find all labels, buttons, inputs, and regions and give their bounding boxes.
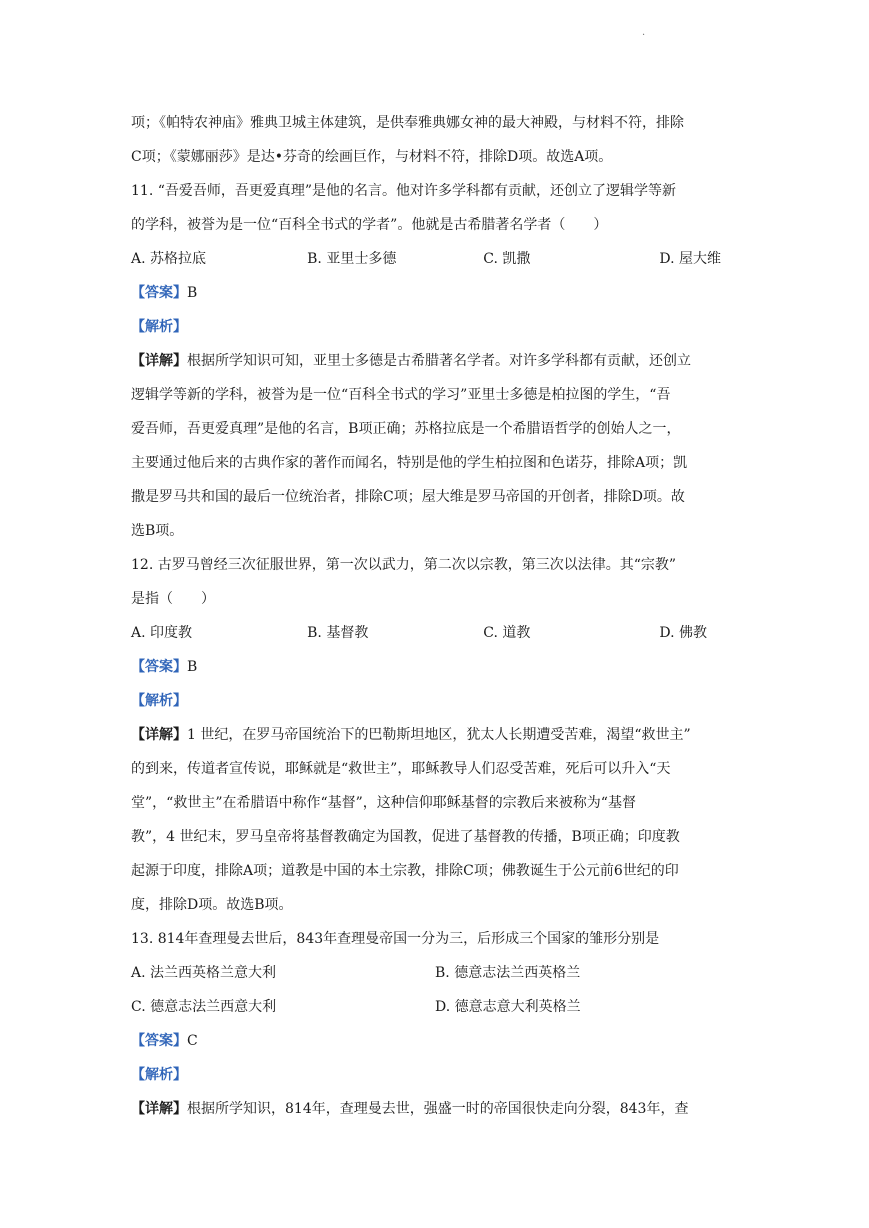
question-stem: 13. 814年查理曼去世后，843年查理曼帝国一分为三，后形成三个国家的雏形分别是 [131,931,660,947]
question-12 [131,548,739,922]
analysis-tag: 【解析】 [131,319,187,335]
option-c: C. 德意志法兰西意大利 [131,999,277,1015]
option-b: B. 基督教 [307,625,369,641]
detail-line: 教”，4 世纪末，罗马皇帝将基督教确定为国教，促进了基督教的传播，B项正确；印度教 [131,829,680,845]
option-d: D. 屋大维 [659,251,722,267]
detail-line: 起源于印度，排除A项；道教是中国的本土宗教，排除C项；佛教诞生于公元前6世纪的印 [131,863,679,879]
analysis-tag: 【解析】 [131,1067,187,1083]
answer-value: B [187,659,198,675]
detail-text: 1 世纪，在罗马帝国统治下的巴勒斯坦地区，犹太人长期遭受苦难，渴望“救世主” [187,727,691,743]
detail-line [131,1092,739,1126]
answer-value: C [187,1033,198,1049]
detail-line: 主要通过他后来的古典作家的著作而闻名，特别是他的学生柏拉图和色诺芬，排除A项；凯 [131,455,688,471]
detail-line: 的到来，传道者宣传说，耶稣就是“救世主”，耶稣教导人们忍受苦难，死后可以升入“天 [131,761,671,777]
option-a: A. 法兰西英格兰意大利 [131,965,277,981]
detail-text: 根据所学知识，814年，查理曼去世，强盛一时的帝国很快走向分裂，843年，查 [187,1101,689,1117]
analysis-line [131,684,739,718]
detail-text: 根据所学知识可知，亚里士多德是古希腊著名学者。对许多学科都有贡献，还创立 [187,353,691,369]
detail-line: 爱吾师，吾更爱真理”是他的名言，B项正确；苏格拉底是一个希腊语哲学的创始人之一， [131,421,681,437]
analysis-line [131,1058,739,1092]
answer-tag: 【答案】 [131,659,187,675]
answer-line [131,650,739,684]
detail-line: 逻辑学等新的学科，被誉为是一位“百科全书式的学习”亚里士多德是柏拉图的学生，“吾 [131,387,671,403]
options-row [131,990,739,1024]
options-row [131,616,739,650]
answer-line [131,1024,739,1058]
option-b: B. 亚里士多德 [307,251,397,267]
answer-tag: 【答案】 [131,285,187,301]
text-line: 项；《帕特农神庙》雅典卫城主体建筑，是供奉雅典娜女神的最大神殿，与材料不符，排除 [131,115,684,131]
question-11 [131,174,739,548]
text-line: C项；《蒙娜丽莎》是达•芬奇的绘画巨作，与材料不符，排除D项。故选A项。 [131,149,613,165]
detail-line: 度，排除D项。故选B项。 [131,897,293,913]
document-body [131,106,739,1126]
question-stem: 的学科，被誉为是一位“百科全书式的学者”。他就是古希腊著名学者（ ） [131,217,608,233]
detail-line: 选B项。 [131,523,184,539]
detail-tag: 【详解】 [131,353,187,369]
question-13 [131,922,739,1126]
detail-tag: 【详解】 [131,1101,187,1117]
options-row [131,242,739,276]
detail-tag: 【详解】 [131,727,187,743]
answer-tag: 【答案】 [131,1033,187,1049]
detail-line: 撒是罗马共和国的最后一位统治者，排除C项；屋大维是罗马帝国的开创者，排除D项。故 [131,489,685,505]
question-stem: 11. “吾爱吾师，吾更爱真理”是他的名言。他对许多学科都有贡献，还创立了逻辑学等新 [131,183,677,199]
option-d: D. 佛教 [659,625,708,641]
option-d: D. 德意志意大利英格兰 [435,999,581,1015]
detail-line: 堂”，“救世主”在希腊语中称作“基督”，这种信仰耶稣基督的宗教后来被称为“基督 [131,795,636,811]
question-stem: 12. 古罗马曾经三次征服世界，第一次以武力，第二次以宗教，第三次以法律。其“宗教” [131,557,677,573]
option-c: C. 凯撒 [483,251,531,267]
option-a: A. 苏格拉底 [131,251,207,267]
answer-value: B [187,285,198,301]
header-mark: · [642,30,646,41]
question-stem: 是指（ ） [131,591,215,607]
option-b: B. 德意志法兰西英格兰 [435,965,581,981]
analysis-tag: 【解析】 [131,693,187,709]
analysis-line [131,310,739,344]
detail-line [131,718,739,752]
option-c: C. 道教 [483,625,531,641]
answer-line [131,276,739,310]
options-row [131,956,739,990]
detail-line [131,344,739,378]
option-a: A. 印度教 [131,625,193,641]
